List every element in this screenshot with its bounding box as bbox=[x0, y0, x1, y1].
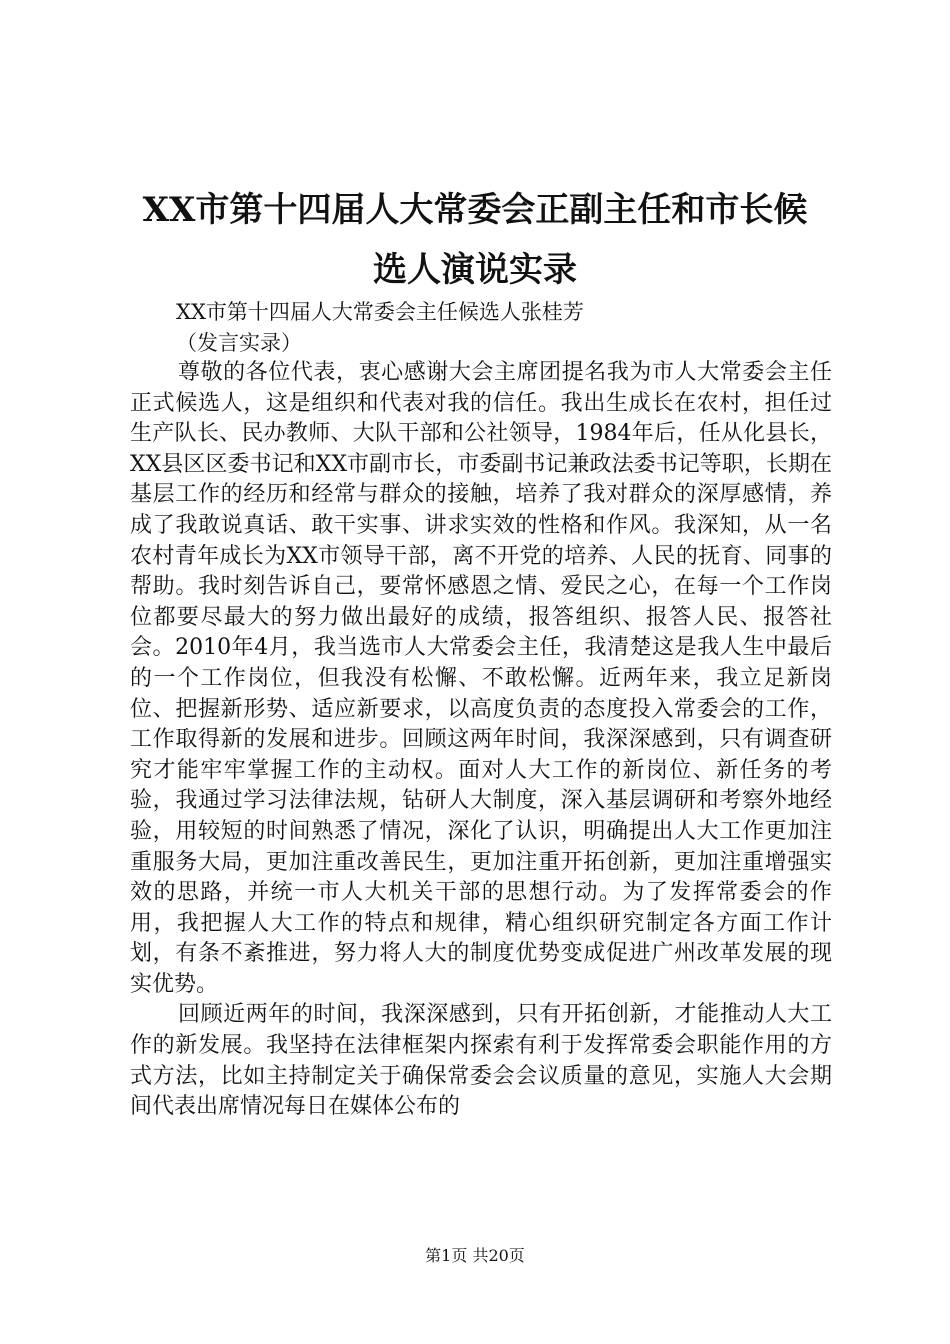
speech-note: （发言实录） bbox=[176, 331, 302, 355]
page-footer: 第1页 共20页 bbox=[425, 1246, 525, 1265]
paragraph-1: 尊敬的各位代表，衷心感谢大会主席团提名我为市人大常委会主任正式候选人，这是组织和代表对我的信任。我出生成长在农村，担任过生产队长、民办教师、大队干部和公社领导，1984年后，任从化县长，XX县区区委书记和XX市副市长，市委副书记兼政法委书记等职，长期在基层工作的经历和经常与群众的接触，培养了我对群众的深厚感情，养成了我敢说真话、敢干实事、讲求实效的性格和作风。我深知，从一名农村青年成长为XX市领导干部，离不开党的培养、人民的抚育、同事的帮助。我时刻告诉自己，要常怀感恩之情、爱民之心，在每一个工作岗位都要尽最大的努力做出最好的成绩，报答组织、报答人民、报答社会。2010年4月，我当选市人大常委会主任，我清楚这是我人生中最后的一个工作岗位，但我没有松懈、不敢松懈。近两年来，我立足新岗位、把握新形势、适应新要求，以高度负责的态度投入常委会的工作，工作取得新的发展和进步。回顾这两年时间，我深深感到，只有调查研究才能牢牢掌握工作的主动权。面对人大工作的新岗位、新任务的考验，我通过学习法律法规，钻研人大制度，深入基层调研和考察外地经验，用较短的时间熟悉了情况，深化了认识，明确提出人大工作更加注重服务大局，更加注重改善民生，更加注重开拓创新，更加注重增强实效的思路，并统一市人大机关干部的思想行动。为了发挥常委会的作用，我把握人大工作的特点和规律，精心组织研究制定各方面工作计划，有条不紊推进，努力将人大的制度优势变成促进广州改革发展的现实优势。 bbox=[130, 360, 832, 997]
paragraph-2: 回顾近两年的时间，我深深感到，只有开拓创新，才能推动人大工作的新发展。我坚持在法律框架内探索有利于发挥常委会职能作用的方式方法，比如主持制定关于确保常委会会议质量的意见，实施人大会期间代表出席情况每日在媒体公布的 bbox=[130, 1002, 832, 1120]
document-title-line-2: 选人演说实录 bbox=[373, 250, 577, 290]
document-title-line-1: XX市第十四届人大常委会正副主任和市长候 bbox=[142, 190, 808, 230]
document-body bbox=[130, 358, 832, 1123]
speaker-line: XX市第十四届人大常委会主任候选人张桂芳 bbox=[176, 300, 584, 324]
